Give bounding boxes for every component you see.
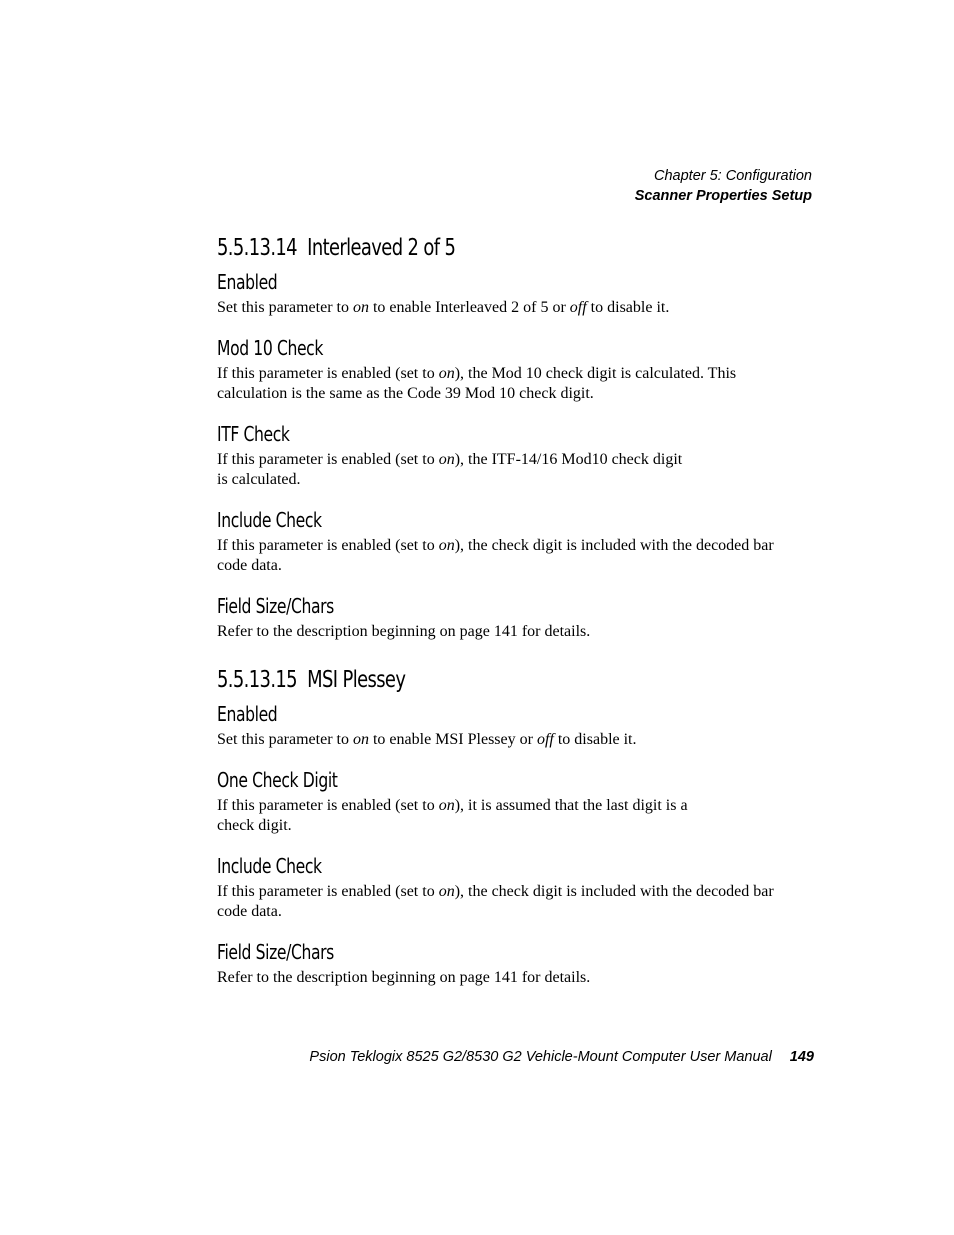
emphasized-value: off — [536, 731, 554, 748]
emphasized-value: on — [352, 299, 369, 316]
parameter-heading: Field Size/Chars — [217, 594, 334, 618]
parameter-description — [217, 730, 787, 750]
text-run: to disable it. — [586, 299, 670, 316]
parameter-heading: Field Size/Chars — [217, 940, 334, 964]
section-number: 5.5.13.14 — [217, 235, 297, 261]
parameter-heading: Enabled — [217, 702, 278, 726]
parameter-description — [217, 298, 787, 318]
running-header — [635, 166, 812, 206]
text-run: If this parameter is enabled (set to — [217, 537, 439, 554]
emphasized-value: on — [438, 883, 455, 900]
parameter-description — [217, 450, 787, 490]
parameter-heading: Include Check — [217, 508, 322, 532]
text-run: check digit. — [217, 817, 292, 834]
text-run: ), the ITF-14/16 Mod10 check digit — [454, 451, 683, 468]
parameter-heading: Enabled — [217, 270, 278, 294]
text-run: If this parameter is enabled (set to — [217, 883, 439, 900]
page-number: 149 — [789, 1049, 814, 1065]
text-run: to disable it. — [553, 731, 637, 748]
text-run: ), the check digit is included with the decoded bar code data. — [217, 883, 774, 920]
parameter-heading: Include Check — [217, 854, 322, 878]
running-footer — [309, 1047, 814, 1067]
parameter-description — [217, 796, 787, 836]
text-run: Set this parameter to — [217, 299, 353, 316]
text-run: to enable Interleaved 2 of 5 or — [368, 299, 570, 316]
text-run: ), it is assumed that the last digit is a — [454, 797, 688, 814]
text-run: to enable MSI Plessey or — [368, 731, 537, 748]
text-run: If this parameter is enabled (set to — [217, 797, 439, 814]
text-run: If this parameter is enabled (set to — [217, 365, 439, 382]
parameter-heading: One Check Digit — [217, 768, 338, 792]
emphasized-value: on — [438, 797, 455, 814]
section-heading — [217, 230, 669, 266]
text-run: Refer to the description beginning on page 141 for details. — [217, 623, 591, 640]
emphasized-value: on — [438, 537, 455, 554]
text-run: Set this parameter to — [217, 731, 353, 748]
parameter-description — [217, 968, 787, 988]
chapter-label: Chapter 5: Configuration — [654, 168, 812, 184]
parameter-description — [217, 622, 787, 642]
text-run: Refer to the description beginning on page 141 for details. — [217, 969, 591, 986]
parameter-description — [217, 364, 787, 404]
section-title: MSI Plessey — [307, 667, 406, 693]
text-run: ), the Mod 10 check digit is calculated. This calculation is the same as the Code 39 Mod 10 check digit. — [217, 365, 737, 402]
manual-title: Psion Teklogix 8525 G2/8530 G2 Vehicle-Mount Computer User Manual — [309, 1049, 772, 1065]
parameter-description — [217, 882, 787, 922]
emphasized-value: on — [352, 731, 369, 748]
section-number: 5.5.13.15 — [217, 667, 297, 693]
emphasized-value: on — [438, 451, 455, 468]
emphasized-value: off — [569, 299, 587, 316]
section-title: Interleaved 2 of 5 — [307, 235, 456, 261]
parameter-heading: Mod 10 Check — [217, 336, 323, 360]
text-run: ), the check digit is included with the decoded bar code data. — [217, 537, 774, 574]
section-heading — [217, 662, 669, 698]
emphasized-value: on — [438, 365, 455, 382]
page-content — [217, 230, 797, 1002]
section-label: Scanner Properties Setup — [634, 188, 812, 204]
parameter-description — [217, 536, 787, 576]
parameter-heading: ITF Check — [217, 422, 290, 446]
text-run: is calculated. — [217, 471, 301, 488]
text-run: If this parameter is enabled (set to — [217, 451, 439, 468]
